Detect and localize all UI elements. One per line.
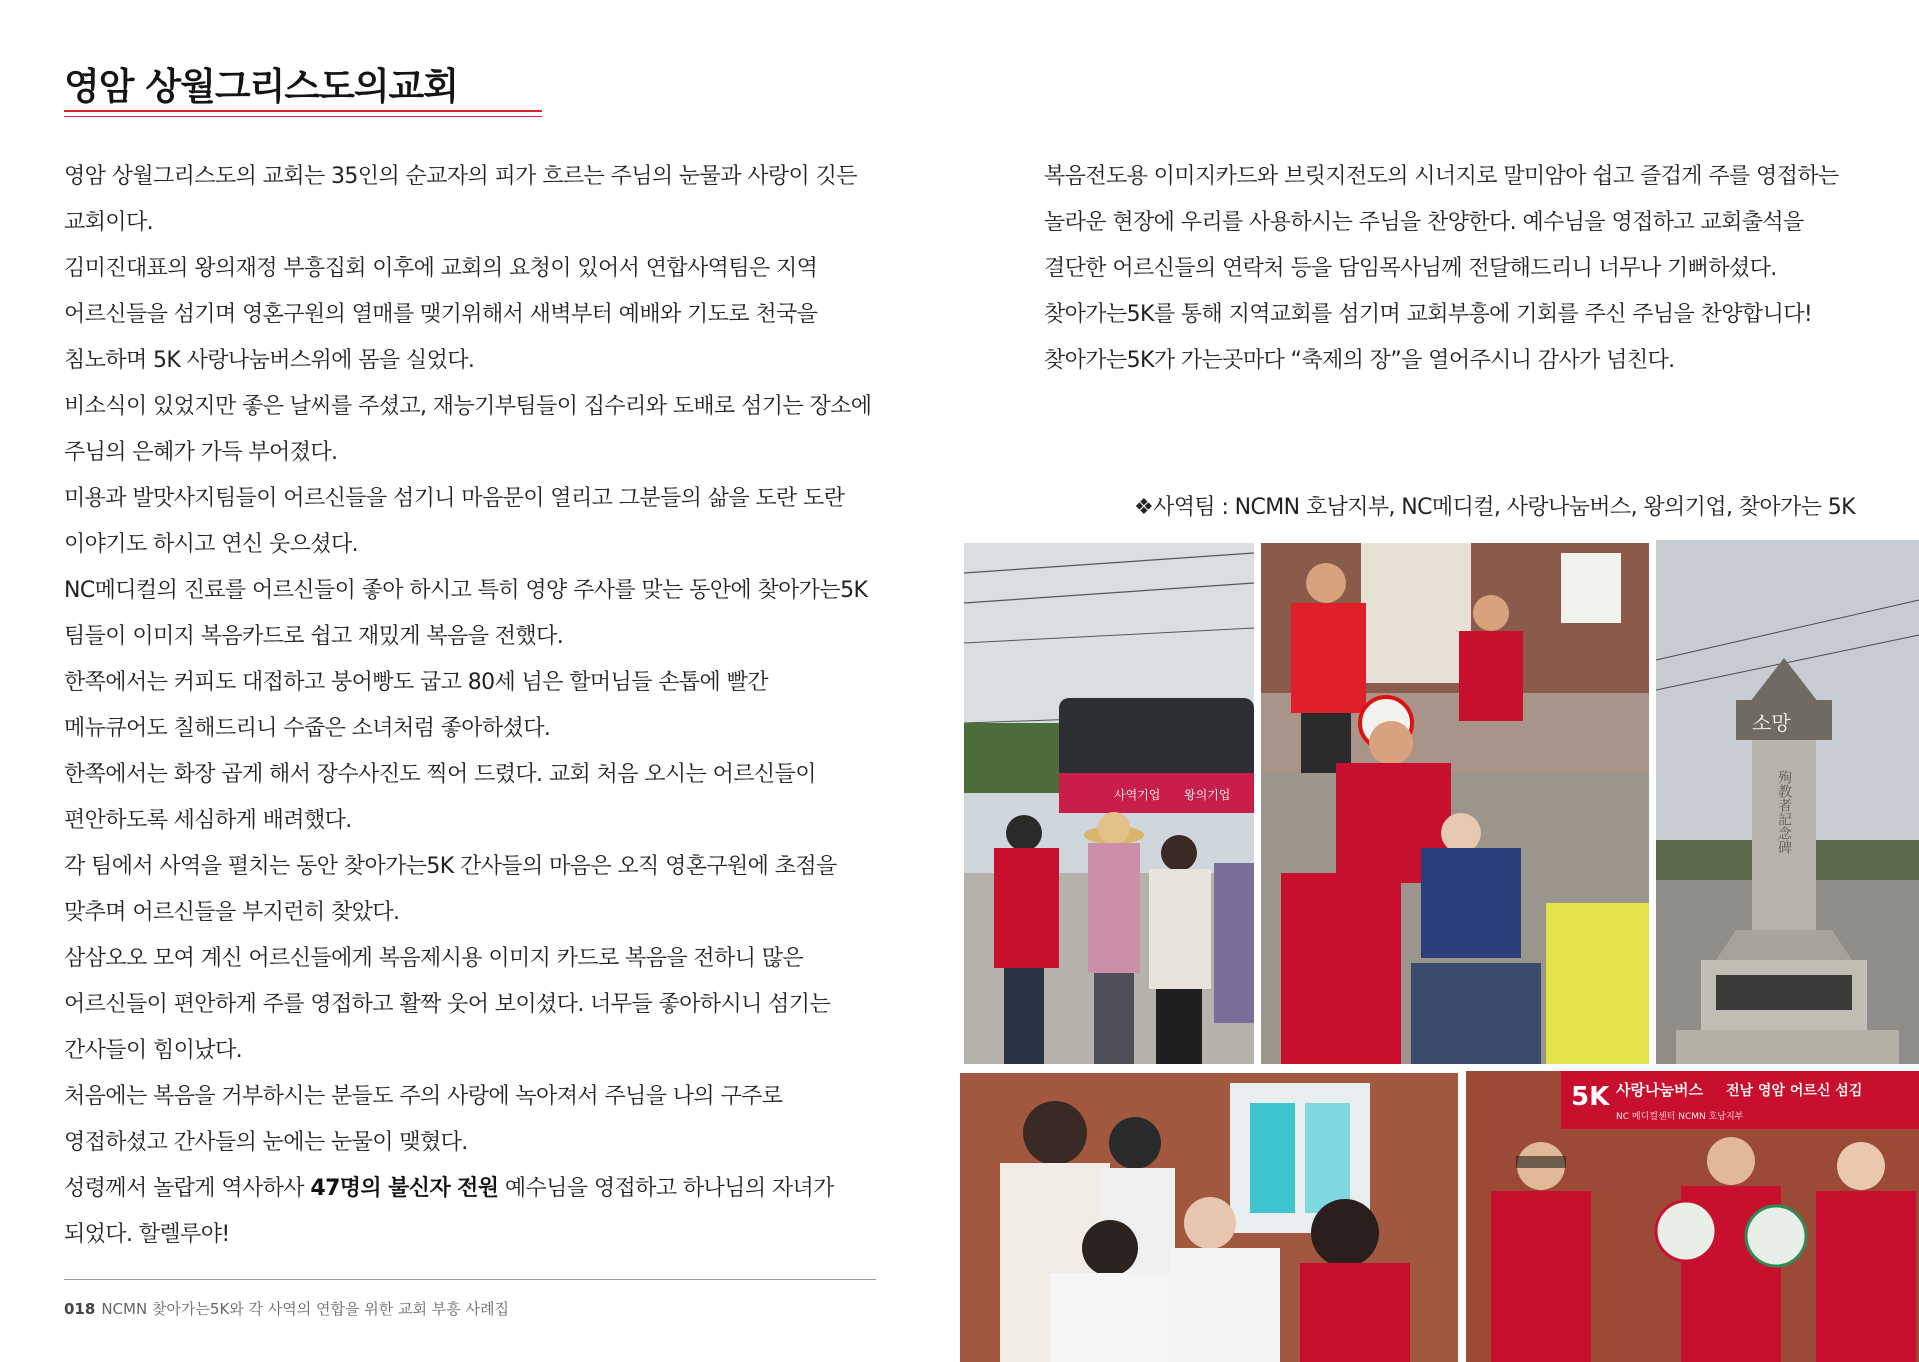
left-text-column	[64, 154, 876, 1258]
page-footer	[64, 1298, 509, 1319]
team-credit: ❖사역팀 : NCMN 호남지부, NC메디컬, 사랑나눔버스, 왕의기업, 찾아가는 5K	[1133, 495, 1855, 520]
monument-hangul: 소망	[1752, 711, 1791, 735]
banner-sub: 전남 영암 어르신 섬김	[1726, 1083, 1863, 1099]
footer-text: NCMN 찾아가는5K와 각 사역의 연합을 위한 교회 부흥 사례집	[101, 1300, 509, 1318]
right-text-column	[1044, 154, 1856, 384]
page-title: 영암 상월그리스도의교회	[64, 65, 459, 108]
photo-martyrs-monument	[1656, 540, 1919, 1064]
paragraph: 한쪽에서는 커피도 대접하고 붕어빵도 굽고 80세 넘은 할머님들 손톱에 빨간 메뉴큐어도 칠해드리니 수줍은 소녀처럼 좋아하셨다.	[64, 670, 768, 741]
footer-divider	[64, 1279, 876, 1280]
photo-haircut-service	[960, 1073, 1458, 1362]
banner-title: 사랑나눔버스	[1616, 1081, 1703, 1099]
banner-5k: 5K	[1571, 1082, 1610, 1112]
photo-outreach-street	[964, 543, 1254, 1064]
paragraph: 각 팀에서 사역을 펼치는 동안 찾아가는5K 간사들의 마음은 오직 영혼구원에 초점을 맞추며 어르신들을 부지런히 찾았다.	[64, 854, 837, 925]
paragraph-final	[64, 1166, 876, 1258]
paragraph: 김미진대표의 왕의재정 부흥집회 이후에 교회의 요청이 있어서 연합사역팀은 지역 어르신들을 섬기며 영혼구원의 열매를 맺기위해서 새벽부터 예배와 기도로 천국을 침노하며 5K 사랑나눔버스위에 몸을 실었다.	[64, 256, 818, 373]
monument-hanja: 殉教者記念碑	[1776, 770, 1792, 854]
title-underline	[64, 110, 542, 112]
paragraph: NC메디컬의 진료를 어르신들이 좋아 하시고 특히 영양 주사를 맞는 동안에 찾아가는5K 팀들이 이미지 복음카드로 쉽고 재밌게 복음을 전했다.	[64, 578, 868, 649]
banner-orgs: NC 메디컬센터 NCMN 호남지부	[1616, 1112, 1744, 1122]
bus-banner-right: 왕의기업	[1184, 788, 1231, 802]
photo-team-banner	[1466, 1071, 1919, 1362]
title-underline-thin	[64, 116, 542, 117]
paragraph: 한쪽에서는 화장 곱게 해서 장수사진도 찍어 드렸다. 교회 처음 오시는 어르신들이 편안하도록 세심하게 배려했다.	[64, 762, 816, 833]
paragraph: 영암 상월그리스도의 교회는 35인의 순교자의 피가 흐르는 주님의 눈물과 사랑이 깃든 교회이다.	[64, 164, 857, 235]
paragraph: 미용과 발맛사지팀들이 어르신들을 섬기니 마음문이 열리고 그분들의 삶을 도란 도란 이야기도 하시고 연신 웃으셨다.	[64, 486, 845, 557]
paragraph: 처음에는 복음을 거부하시는 분들도 주의 사랑에 녹아져서 주님을 나의 구주로 영접하셨고 간사들의 눈에는 눈물이 맺혔다.	[64, 1084, 783, 1155]
paragraph: 비소식이 있었지만 좋은 날씨를 주셨고, 재능기부팀들이 집수리와 도배로 섬기는 장소에 주님의 은혜가 가득 부어졌다.	[64, 394, 872, 465]
bus-banner-left: 사역기업	[1114, 788, 1161, 802]
paragraph-final-start: 성령께서 놀랍게 역사하사	[64, 1176, 311, 1201]
highlight-convert-count: 47명의 불신자 전원	[310, 1176, 499, 1201]
photo-foot-massage	[1261, 543, 1649, 1064]
paragraph: 찾아가는5K를 통해 지역교회를 섬기며 교회부흥에 기회를 주신 주님을 찬양합니다!	[1044, 302, 1813, 327]
page-number: 018	[64, 1300, 96, 1318]
paragraph: 삼삼오오 모여 계신 어르신들에게 복음제시용 이미지 카드로 복음을 전하니 많은 어르신들이 편안하게 주를 영접하고 활짝 웃어 보이셨다. 너무들 좋아하시니 섬기는 간사들이 힘이났다.	[64, 946, 831, 1063]
paragraph-final-end: 예수님을 영접하고 하나님의 자녀가 되었다. 할렐루야!	[64, 1176, 834, 1247]
paragraph: 찾아가는5K가 가는곳마다 “축제의 장”을 열어주시니 감사가 넘친다.	[1044, 348, 1675, 373]
paragraph: 복음전도용 이미지카드와 브릿지전도의 시너지로 말미암아 쉽고 즐겁게 주를 영접하는 놀라운 현장에 우리를 사용하시는 주님을 찬양한다. 예수님을 영접하고 교회출석을 결단한 어르신들의 연락처 등을 담임목사님께 전달해드리니 너무나 기뻐하셨다.	[1044, 164, 1839, 281]
